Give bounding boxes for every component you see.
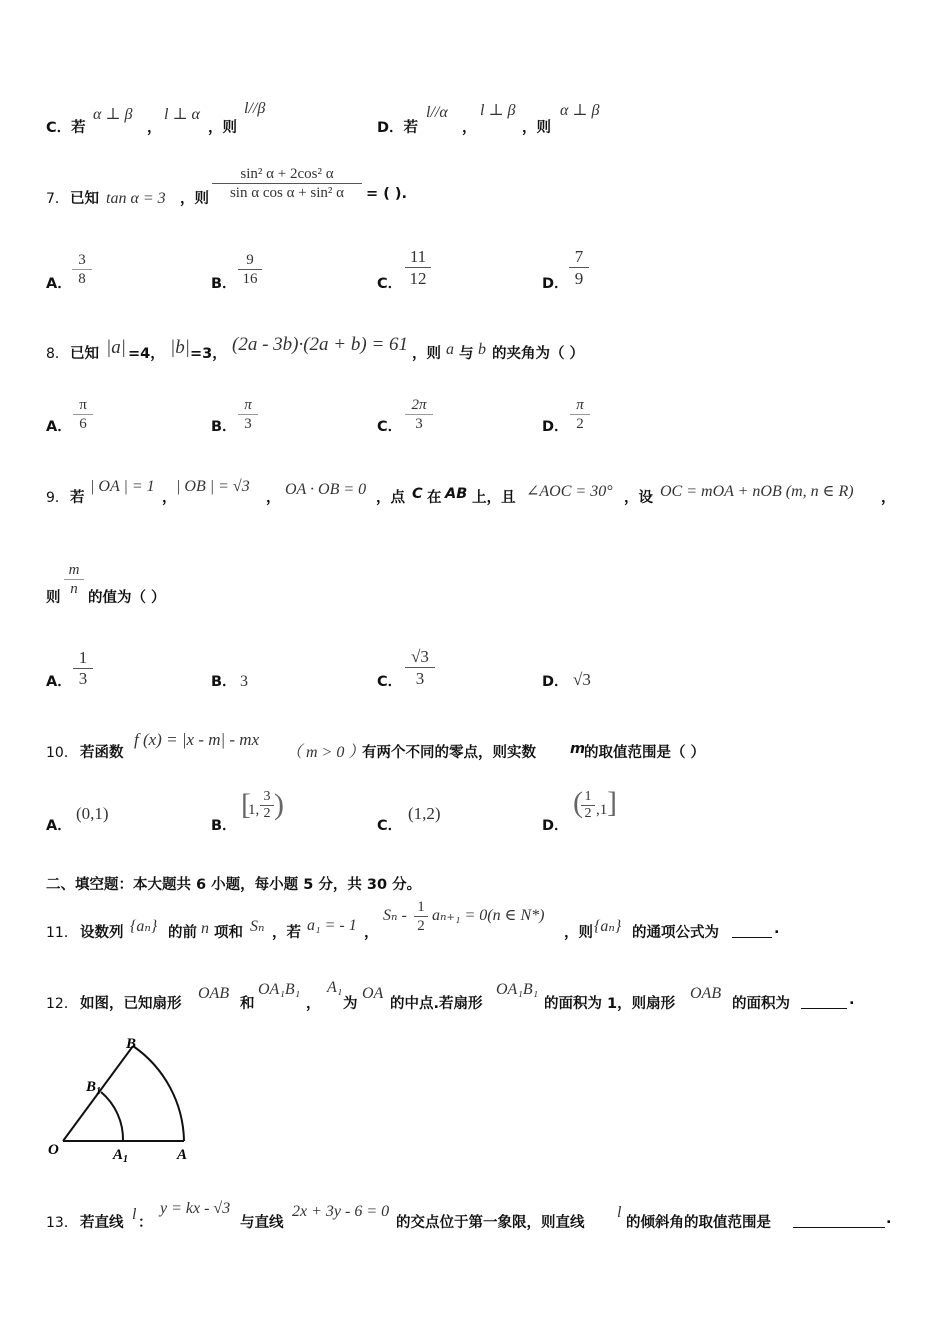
q9-option-a-label: A． [46, 674, 72, 690]
q8-option-d-label: D． [542, 419, 569, 435]
q13-answer-blank[interactable] [793, 1215, 885, 1228]
q9-cond-dot: OA · OB = 0 [285, 481, 367, 498]
q8-abs-a: |a| [106, 337, 126, 358]
q10-option-a-label: A． [46, 818, 72, 834]
q6-c-then: ，则 [208, 120, 237, 136]
q8-number: 8． [46, 346, 69, 362]
q10-option-b-frac: $\frac{3}{2}$ [260, 789, 274, 822]
q13-end: . [886, 1211, 892, 1227]
q10-option-d-label: D． [542, 818, 569, 834]
q6-c-cond1: α ⊥ β [93, 106, 133, 123]
q6-d-then: ，则 [522, 120, 551, 136]
q13-line-l: l [132, 1206, 137, 1223]
q13-t4: 的交点位于第一象限，则直线 [396, 1215, 585, 1231]
q8-vector-a: a [446, 341, 454, 358]
q12-t2: 和 [240, 996, 255, 1012]
fig-arc-ab [133, 1046, 184, 1141]
q9-option-a-value: $\frac{1}{3}$ [73, 648, 93, 689]
q7-tail: = ( ). [366, 186, 408, 202]
q9-text3: 上，且 [472, 490, 516, 506]
q7-lead: 已知 [70, 191, 99, 207]
q11-eq-frac: $\frac{1}{2}$ [414, 898, 428, 935]
q11-sequence-2: {aₙ} [594, 918, 622, 935]
q12-sector-oa1b1: OA₁B₁ [258, 981, 301, 998]
q7-option-b-label: B． [211, 276, 237, 292]
q9-number: 9． [46, 490, 69, 506]
q12-sector-oa1b1-2: OA₁B₁ [496, 981, 539, 998]
q11-answer-blank[interactable] [732, 925, 772, 938]
q12-t1: 如图，已知扇形 [80, 996, 182, 1012]
q12-point-a1: A₁ [327, 979, 343, 996]
q10-number: 10． [46, 745, 78, 761]
q7-option-b-value: $\frac{9}{16}$ [238, 251, 262, 288]
q8-abs-b-value: =3， [190, 346, 227, 362]
q9-ratio: $\frac{m}{n}$ [64, 561, 84, 598]
q8-vector-b: b [478, 341, 486, 358]
fig-arc-a1b1 [101, 1092, 123, 1141]
q13-t3: 与直线 [240, 1215, 284, 1231]
q10-tail1: 有两个不同的零点，则实数 [362, 745, 536, 761]
q9-text4: ，设 [624, 490, 653, 506]
q9-text1: ，点 [376, 490, 405, 506]
q11-a1: a₁ = - 1 [307, 917, 357, 934]
q9-option-d-label: D． [542, 674, 569, 690]
q11-t4: ，若 [272, 925, 301, 941]
q7-mid: ，则 [180, 191, 209, 207]
q10-option-a-value: (0,1) [76, 804, 109, 823]
q10-option-b-suffix: ) [274, 788, 284, 821]
q12-sector-oab-2: OAB [690, 985, 722, 1002]
q11-t2: 的前 [168, 925, 197, 941]
q10-condition: （ m > 0 ） [286, 744, 365, 761]
q9-angle: ∠AOC = 30° [526, 483, 613, 500]
q6-c-label: C．若 [46, 120, 86, 136]
q9-line2-tail: 的值为（ ） [88, 590, 166, 606]
q12-answer-blank[interactable] [801, 996, 847, 1009]
q8-lead: 已知 [70, 346, 99, 362]
q11-t5: ， [364, 925, 379, 941]
q12-t4: 为 [343, 996, 358, 1012]
q9-text2: 在 [427, 490, 442, 506]
q12-t5: 的中点.若扇形 [390, 996, 483, 1012]
q8-tail2: 的夹角为（ ） [492, 346, 585, 362]
q7-number: 7． [46, 191, 69, 207]
q13-t5: 的倾斜角的取值范围是 [626, 1215, 771, 1231]
q9-cond-ob: | OB | = √3 [176, 478, 250, 495]
q12-t7: 的面积为 [732, 996, 790, 1012]
q9-option-c-label: C． [377, 674, 403, 690]
q6-d-cond2: l ⊥ β [480, 102, 516, 119]
q9-option-b-value: 3 [240, 673, 248, 690]
q7-option-a-value: $\frac{3}{8}$ [72, 251, 92, 288]
q11-end: . [774, 921, 780, 937]
q10-option-c-value: (1,2) [408, 804, 441, 823]
q8-option-b-label: B． [211, 419, 237, 435]
q12-t6: 的面积为 1，则扇形 [544, 996, 676, 1012]
q9-cond-oa: | OA | = 1 [90, 478, 155, 495]
q13-eq2: 2x + 3y - 6 = 0 [292, 1203, 390, 1220]
q10-option-d-frac: $\frac{1}{2}$ [581, 789, 595, 822]
q11-eq-pre: Sₙ - [383, 907, 407, 924]
q8-abs-b: |b| [170, 337, 190, 358]
q10-option-c-label: C． [377, 818, 403, 834]
q7-expr-denominator: sin α cos α + sin² α [212, 183, 362, 202]
q13-t2: ： [138, 1215, 153, 1231]
q9-point-c: C [412, 486, 423, 502]
q11-t6: ，则 [564, 925, 593, 941]
q8-with: 与 [459, 346, 474, 362]
q9-line2-lead: 则 [46, 590, 61, 606]
q6-c-concl: l//β [244, 100, 266, 117]
q11-sequence: {aₙ} [130, 918, 158, 935]
q8-option-b-value: $\frac{\pi}{3}$ [238, 396, 258, 433]
q11-t1: 设数列 [80, 925, 124, 941]
q6-c-cond2: l ⊥ α [164, 106, 200, 123]
q11-eq-post: aₙ₊₁ = 0(n ∈ N*) [432, 907, 545, 924]
q8-option-a-label: A． [46, 419, 72, 435]
fig-label-b: B [126, 1036, 137, 1052]
fig-label-a1: $A_1$ [113, 1147, 129, 1165]
q10-var: m [570, 741, 586, 757]
fig-label-o: O [48, 1142, 59, 1158]
q13-eq1: y = kx - √3 [160, 1200, 231, 1217]
q6-d-concl: α ⊥ β [560, 102, 600, 119]
q8-option-d-value: $\frac{\pi}{2}$ [570, 396, 590, 433]
q10-function: f (x) = |x - m| - mx [134, 730, 260, 749]
q9-lead: 若 [70, 490, 85, 506]
q8-option-c-value: $\frac{2\pi}{3}$ [405, 396, 433, 433]
q7-expression [212, 165, 362, 202]
q11-sn: Sₙ [250, 918, 265, 935]
q12-oa: OA [362, 985, 384, 1002]
q9-option-b-label: B． [211, 674, 237, 690]
q7-option-c-value: $\frac{11}{12}$ [405, 246, 431, 289]
q13-number: 13． [46, 1215, 78, 1231]
q12-number: 12． [46, 996, 78, 1012]
fig-label-b1: $B_1$ [86, 1079, 102, 1097]
q7-option-d-label: D． [542, 276, 569, 292]
q9-option-c-value: $\frac{√3}{3}$ [405, 646, 435, 689]
q10-option-d-prefix: ( [573, 786, 583, 819]
q8-equation: (2a - 3b)·(2a + b) = 61 [232, 334, 409, 355]
q12-end: . [849, 992, 855, 1008]
q11-number: 11． [46, 925, 78, 941]
q11-t3: 项和 [214, 925, 243, 941]
q9-segment-ab: AB [445, 486, 468, 502]
q6-d-label: D．若 [377, 120, 419, 136]
q10-tail2: 的取值范围是（ ） [584, 745, 706, 761]
section-2-heading: 二、填空题：本大题共 6 小题，每小题 5 分，共 30 分。 [46, 877, 422, 893]
q7-expr-numerator: sin² α + 2cos² α [240, 166, 334, 182]
q9-option-d-value: √3 [573, 670, 591, 689]
q10-lead: 若函数 [80, 745, 124, 761]
q7-option-c-label: C． [377, 276, 403, 292]
q10-option-b-prefix: 1, [248, 802, 260, 818]
q13-t1: 若直线 [80, 1215, 124, 1231]
q12-t3: ， [306, 996, 321, 1012]
fig-label-a: A [177, 1147, 188, 1163]
q13-line-l-2: l [617, 1204, 622, 1221]
q8-option-c-label: C． [377, 419, 403, 435]
q7-option-d-value: $\frac{7}{9}$ [569, 246, 589, 289]
q11-t7: 的通项公式为 [632, 925, 719, 941]
q10-option-b-label: B． [211, 818, 237, 834]
q7-condition: tan α = 3 [106, 190, 166, 207]
q12-sector-figure [40, 1030, 210, 1165]
q9-vector-eq: OC = mOA + nOB (m, n ∈ R) [660, 483, 854, 500]
q8-abs-a-value: =4， [128, 346, 165, 362]
q6-d-cond1: l//α [426, 104, 448, 121]
q12-sector-oab: OAB [198, 985, 230, 1002]
q8-option-a-value: $\frac{\pi}{6}$ [73, 396, 93, 433]
q8-tail1: ，则 [412, 346, 441, 362]
q11-n: n [201, 920, 209, 937]
q7-option-a-label: A． [46, 276, 72, 292]
